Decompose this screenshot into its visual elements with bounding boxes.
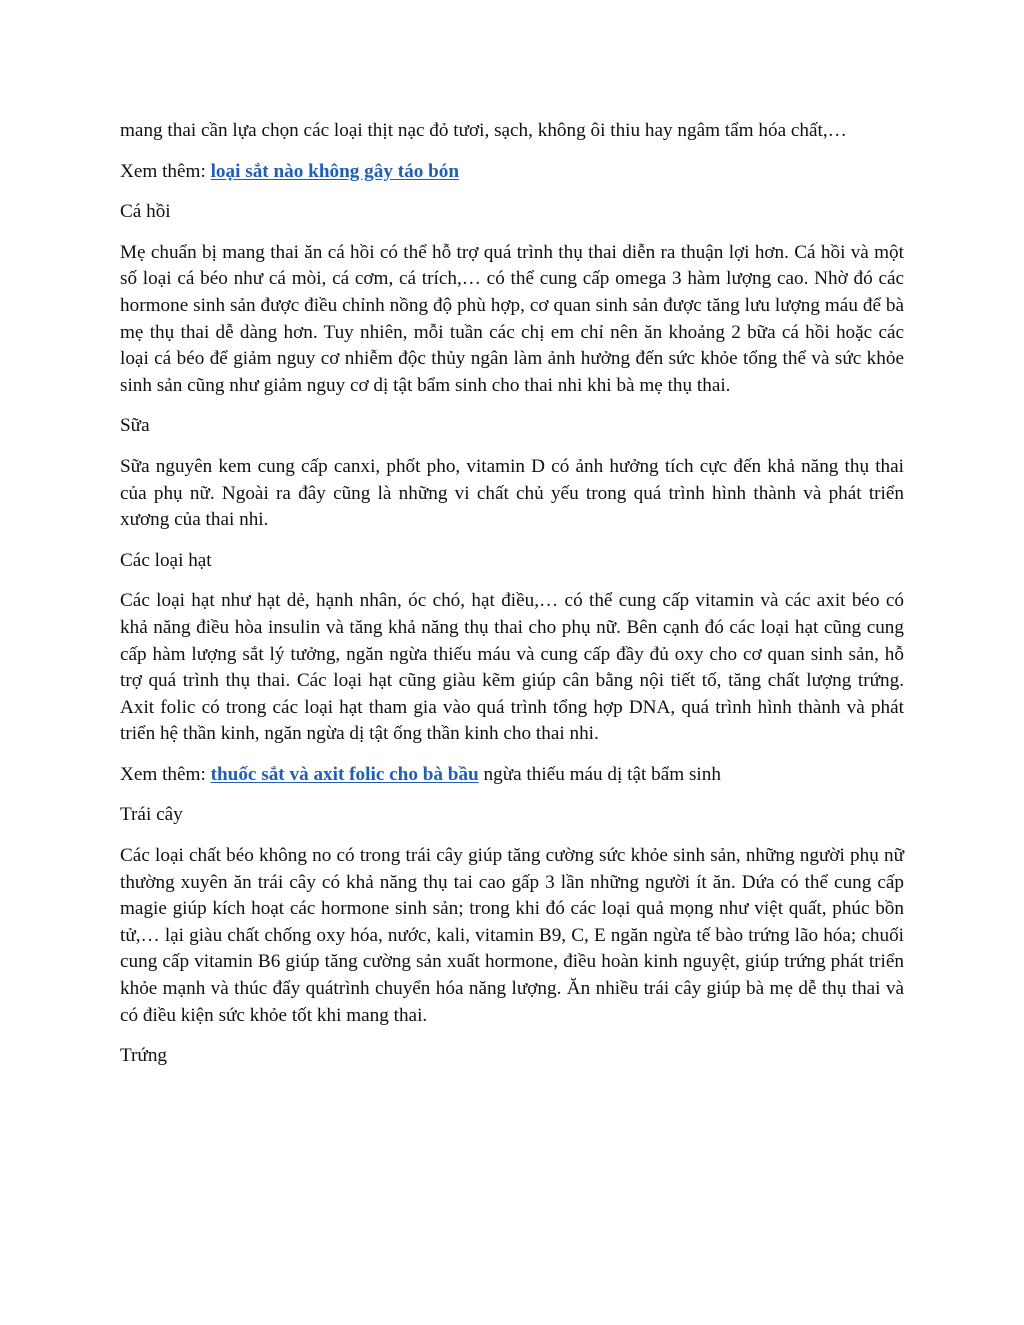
paragraph-intro-continued: mang thai cần lựa chọn các loại thịt nạc đỏ tươi, sạch, không ôi thiu hay ngâm tẩm hóa chất,… xyxy=(120,120,847,141)
document-page xyxy=(120,118,904,1084)
see-more-prefix: Xem thêm: xyxy=(120,160,211,182)
heading-eggs: Trứng xyxy=(120,1045,168,1067)
see-more-prefix: Xem thêm: xyxy=(120,763,211,785)
see-more-line-1 xyxy=(120,159,904,186)
see-more-suffix: ngừa thiếu máu dị tật bẩm sinh xyxy=(478,763,721,785)
see-more-line-2 xyxy=(120,762,904,789)
paragraph-salmon: Mẹ chuẩn bị mang thai ăn cá hồi có thể hỗ trợ quá trình thụ thai diễn ra thuận lợi hơn. Cá hồi và một số loại cá béo như cá mòi, cá cơm, cá trích,… có thể cung cấp omega 3 hàm lượng cao. Nhờ đó các hormone sinh sản được điều chỉnh nồng độ phù hợp, cơ quan sinh sản được tăng lưu lượng máu để bà mẹ thụ thai dễ dàng hơn. Tuy nhiên, mỗi tuần các chị em chỉ nên ăn khoảng 2 bữa cá hồi hoặc các loại cá béo để giảm nguy cơ nhiễm độc thủy ngân làm ảnh hưởng đến sức khỏe tổng thể và sức khỏe sinh sản cũng như giảm nguy cơ dị tật bẩm sinh cho thai nhi khi bà mẹ thụ thai. xyxy=(120,241,904,396)
heading-salmon: Cá hồi xyxy=(120,201,171,223)
link-iron-no-constipation[interactable]: loại sắt nào không gây táo bón xyxy=(210,160,460,182)
heading-nuts: Các loại hạt xyxy=(120,549,212,571)
heading-fruit: Trái cây xyxy=(120,804,183,826)
heading-milk: Sữa xyxy=(120,415,150,437)
link-iron-folic-acid[interactable]: thuốc sắt và axit folic cho bà bầu xyxy=(210,763,479,785)
paragraph-nuts: Các loại hạt như hạt dẻ, hạnh nhân, óc chó, hạt điều,… có thể cung cấp vitamin và các axit béo có khả năng điều hòa insulin và tăng khả năng thụ thai cho phụ nữ. Bên cạnh đó các loại hạt cũng cung cấp hàm lượng sắt lý tưởng, ngăn ngừa thiếu máu và cung cấp đầy đủ oxy cho cơ quan sinh sản, hỗ trợ quá trình thụ thai. Các loại hạt cũng giàu kẽm giúp cân bằng nội tiết tố, tăng chất lượng trứng. Axit folic có trong các loại hạt tham gia vào quá trình tổng hợp DNA, quá trình hình thành và phát triển hệ thần kinh, ngăn ngừa dị tật ống thần kinh cho thai nhi. xyxy=(120,590,904,745)
paragraph-milk: Sữa nguyên kem cung cấp canxi, phốt pho, vitamin D có ảnh hưởng tích cực đến khả năng thụ thai của phụ nữ. Ngoài ra đây cũng là những vi chất chủ yếu trong quá trình hình thành và phát triển xương của thai nhi. xyxy=(120,455,904,531)
paragraph-fruit: Các loại chất béo không no có trong trái cây giúp tăng cường sức khỏe sinh sản, những người phụ nữ thường xuyên ăn trái cây có khả năng thụ tai cao gấp 3 lần những người ít ăn. Dứa có thể cung cấp magie giúp kích hoạt các hormone sinh sản; trong khi đó các loại quả mọng như việt quất, phúc bồn tử,… lại giàu chất chống oxy hóa, nước, kali, vitamin B9, C, E ngăn ngừa tế bào trứng lão hóa; chuối cung cấp vitamin B6 giúp tăng cường sản xuất hormone, điều hoàn kinh nguyệt, giúp trứng phát triển khỏe mạnh và thúc đẩy quátrình chuyển hóa năng lượng. Ăn nhiều trái cây giúp bà mẹ dễ thụ thai và có điều kiện sức khỏe tốt khi mang thai. xyxy=(120,845,904,1026)
